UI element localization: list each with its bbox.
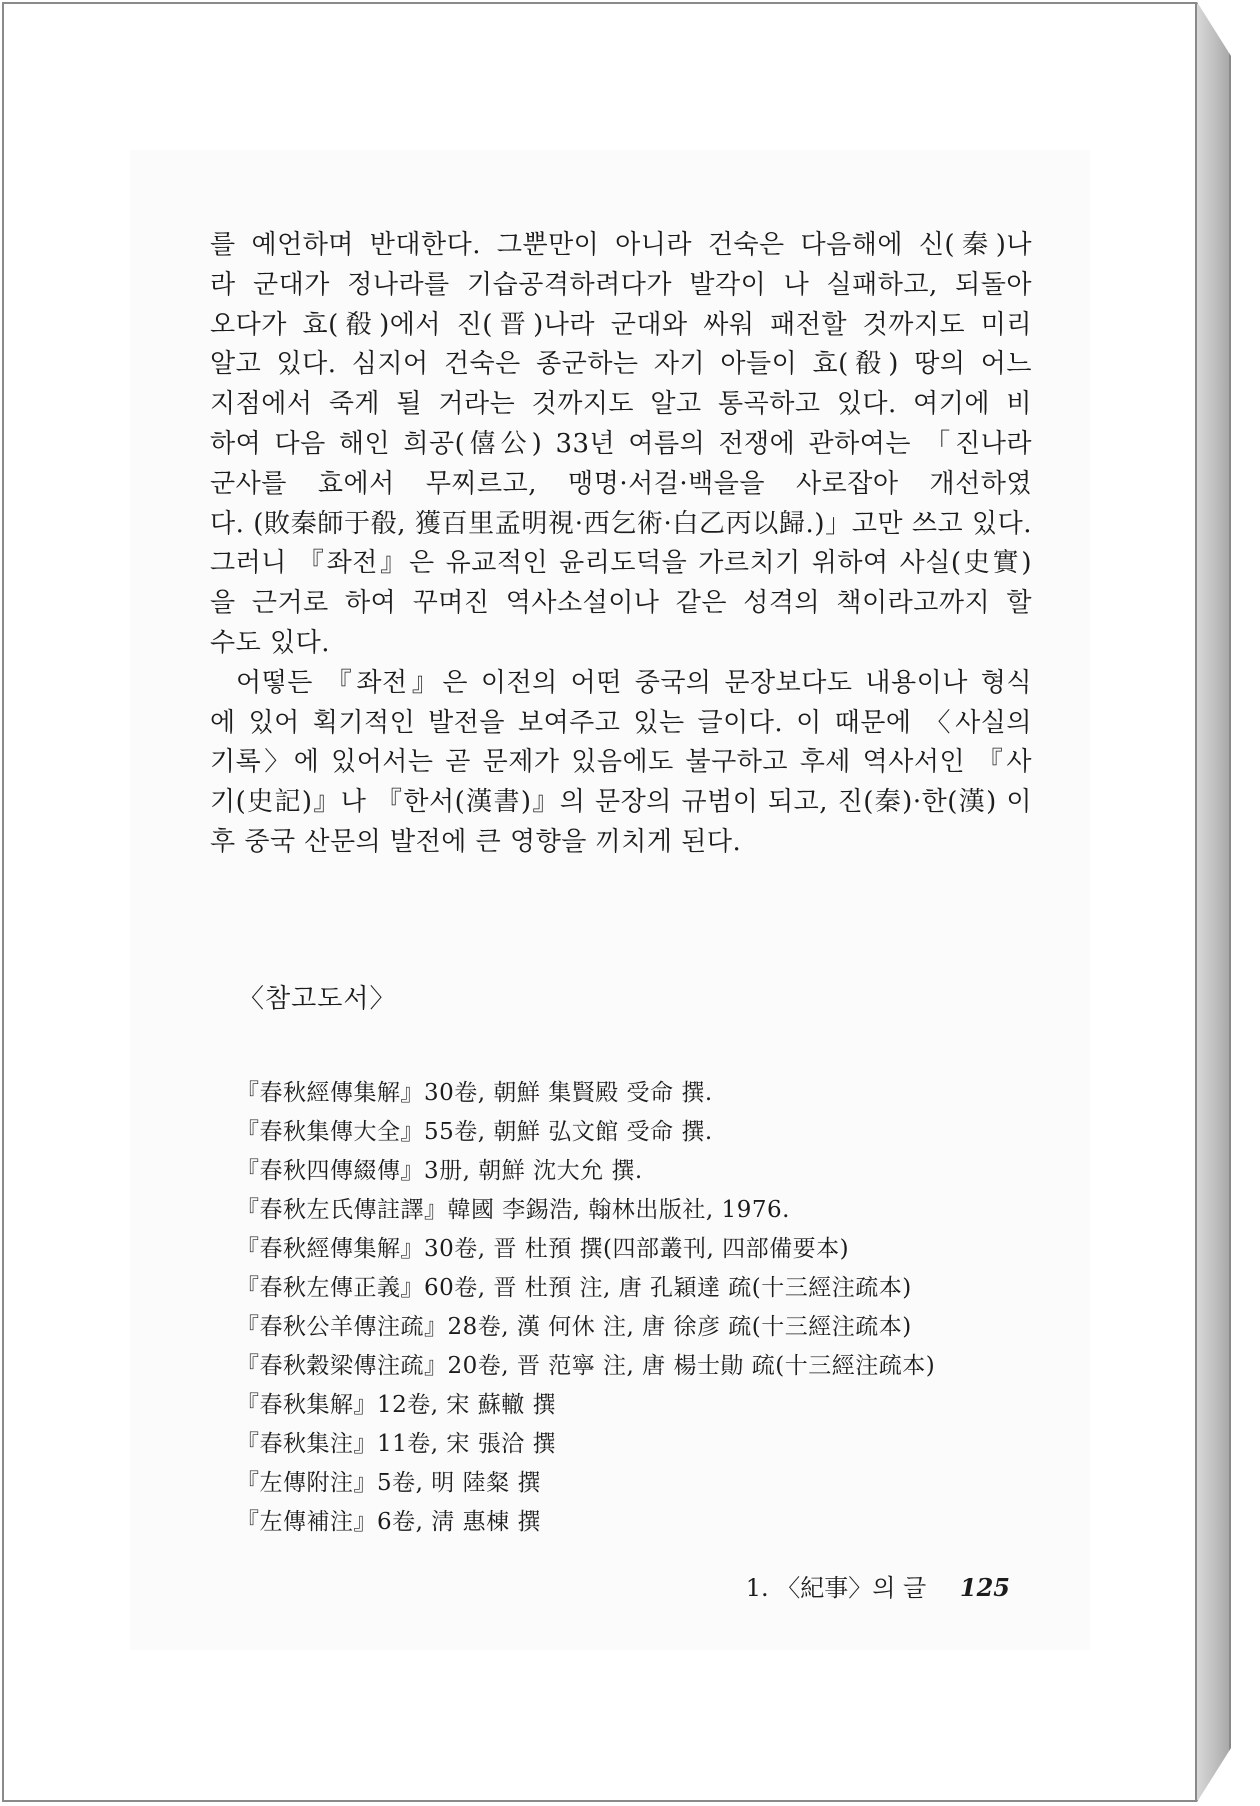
page-footer	[746, 1568, 1010, 1603]
body-line: 그러니 『좌전』은 유교적인 윤리도덕을 가르치기 위하여 사실(史實)	[210, 548, 1032, 579]
body-line: 수도 있다.	[210, 627, 330, 658]
body-line: 라 군대가 정나라를 기습공격하려다가 발각이 나 실패하고, 되돌아	[210, 269, 1032, 300]
reference-item: 『春秋左氏傳註譯』韓國 李錫浩, 翰林出版社, 1976.	[236, 1197, 790, 1223]
reference-item: 『春秋穀梁傳注疏』20卷, 晋 范寧 注, 唐 楊士勛 疏(十三經注疏本)	[236, 1353, 936, 1379]
body-line: 어떻든 『좌전』은 이전의 어떤 중국의 문장보다도 내용이나 형식	[236, 667, 1032, 698]
body-line: 지점에서 죽게 될 거라는 것까지도 알고 통곡하고 있다. 여기에 비	[210, 389, 1032, 420]
reference-item: 『春秋左傳正義』60卷, 晋 杜預 注, 唐 孔穎達 疏(十三經注疏本)	[236, 1275, 912, 1301]
reference-item: 『春秋經傳集解』30卷, 晋 杜預 撰(四部叢刊, 四部備要本)	[236, 1236, 850, 1262]
body-line: 를 예언하며 반대한다. 그뿐만이 아니라 건숙은 다음해에 신(秦)나	[210, 230, 1032, 260]
body-line: 군사를 효에서 무찌르고, 맹명·서걸·백을을 사로잡아 개선하였	[210, 468, 1032, 499]
reference-item: 『春秋集傳大全』55卷, 朝鮮 弘文館 受命 撰.	[236, 1119, 713, 1145]
body-line: 에 있어 획기적인 발전을 보여주고 있는 글이다. 이 때문에 〈사실의	[210, 707, 1032, 738]
body-line: 후 중국 산문의 발전에 큰 영향을 끼치게 된다.	[210, 826, 742, 857]
body-line: 다. (敗秦師于殽, 獲百里孟明視·西乞術·白乙丙以歸.)」고만 쓰고 있다.	[210, 508, 1032, 539]
reference-item: 『春秋集解』12卷, 宋 蘇轍 撰	[236, 1392, 557, 1418]
references-list	[236, 1074, 935, 1542]
reference-item: 『左傳附注』5卷, 明 陸粲 撰	[236, 1470, 541, 1496]
body-line: 기(史記)』나 『한서(漢書)』의 문장의 규범이 되고, 진(秦)·한(漢) 이	[210, 787, 1032, 818]
references-heading: 〈참고도서〉	[238, 984, 397, 1014]
running-head: 1. 〈紀事〉의 글	[745, 1574, 927, 1602]
body-line: 기록〉에 있어서는 곧 문제가 있음에도 불구하고 후세 역사서인 『사	[210, 747, 1032, 778]
body-line: 을 근거로 하여 꾸며진 역사소설이나 같은 성격의 책이라고까지 할	[210, 588, 1032, 619]
body-line: 알고 있다. 심지어 건숙은 종군하는 자기 아들이 효(殽) 땅의 어느	[210, 349, 1032, 380]
reference-item: 『左傳補注』6卷, 淸 惠棟 撰	[236, 1509, 541, 1535]
page-edge-thickness	[1197, 2, 1231, 1802]
page-number: 125	[959, 1573, 1010, 1602]
reference-item: 『春秋四傳綴傳』3册, 朝鮮 沈大允 撰.	[236, 1158, 643, 1184]
body-text	[210, 226, 1032, 863]
body-line: 오다가 효(殽)에서 진(晋)나라 군대와 싸워 패전할 것까지도 미리	[210, 309, 1032, 340]
reference-item: 『春秋經傳集解』30卷, 朝鮮 集賢殿 受命 撰.	[236, 1080, 713, 1106]
reference-item: 『春秋公羊傳注疏』28卷, 漢 何休 注, 唐 徐彦 疏(十三經注疏本)	[236, 1314, 912, 1340]
reference-item: 『春秋集注』11卷, 宋 張洽 撰	[236, 1431, 557, 1457]
body-line: 하여 다음 해인 희공(僖公) 33년 여름의 전쟁에 관하여는 「진나라	[210, 428, 1032, 459]
